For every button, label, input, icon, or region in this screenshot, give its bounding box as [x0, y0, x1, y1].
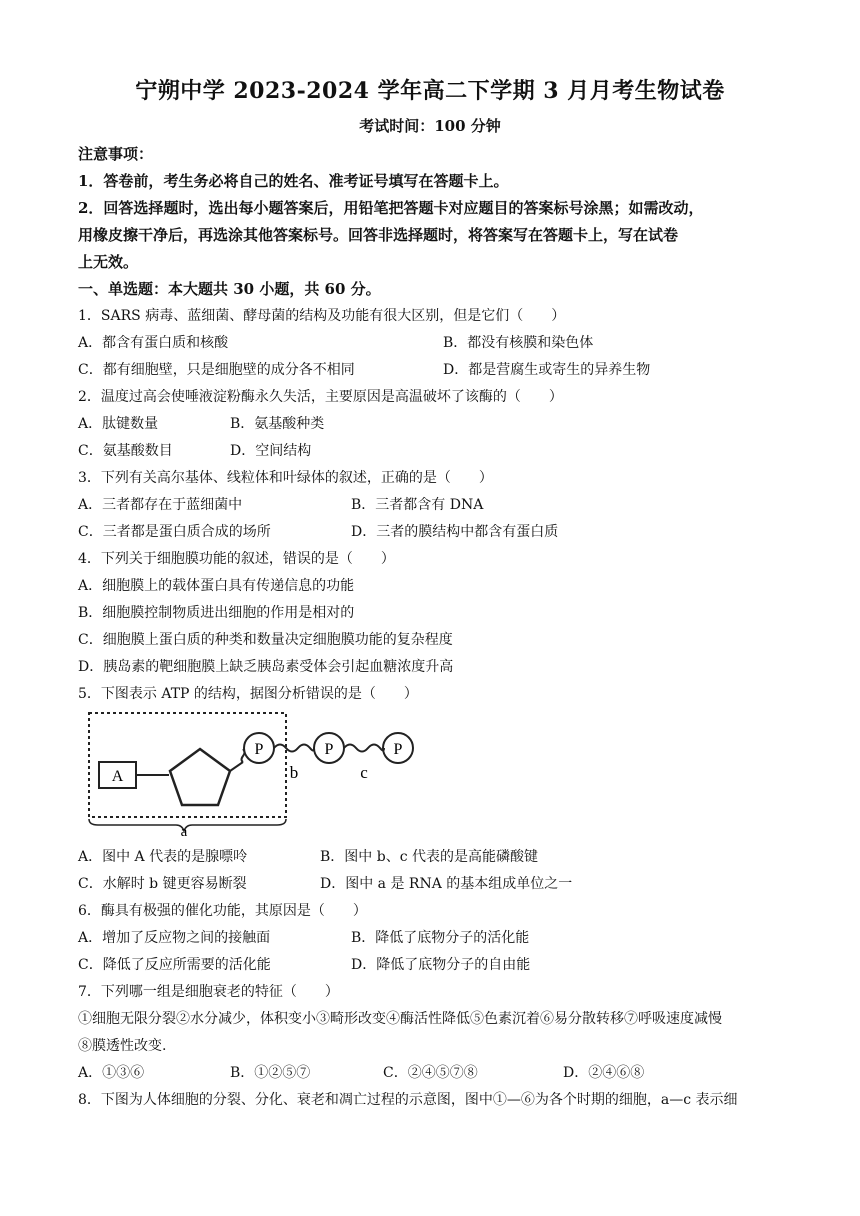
- option-a: A．都含有蛋白质和核酸: [78, 335, 229, 351]
- notes-heading: 注意事项：: [78, 145, 154, 163]
- bond-b-label: b: [289, 763, 299, 782]
- question-stem: 5．下图表示 ATP 的结构，据图分析错误的是（ ）: [78, 686, 418, 702]
- exam-time: 考试时间：100 分钟: [359, 117, 501, 135]
- question-stem: 3．下列有关高尔基体、线粒体和叶绿体的叙述，正确的是（ ）: [78, 470, 493, 486]
- option-d: D．胰岛素的靶细胞膜上缺乏胰岛素受体会引起血糖浓度升高: [78, 659, 454, 675]
- note-item: 上无效。: [78, 253, 139, 271]
- question-stem: 4．下列关于细胞膜功能的叙述，错误的是（ ）: [78, 551, 395, 567]
- high-energy-bond-c: [344, 745, 384, 752]
- phosphate-label: P: [254, 741, 264, 758]
- option-b: B．①②⑤⑦: [230, 1065, 311, 1081]
- option-c: C．降低了反应所需要的活化能: [78, 957, 271, 973]
- option-c: C．②④⑤⑦⑧: [383, 1065, 478, 1081]
- question-stem: 1．SARS 病毒、蓝细菌、酵母菌的结构及功能有很大区别，但是它们（ ）: [78, 308, 566, 324]
- option-b: B．细胞膜控制物质进出细胞的作用是相对的: [78, 605, 355, 621]
- option-b: B．三者都含有 DNA: [351, 497, 484, 513]
- option-d: D．空间结构: [230, 443, 312, 459]
- option-c: C．三者都是蛋白质合成的场所: [78, 524, 271, 540]
- nucleotide-bracket-box: [89, 713, 286, 817]
- option-b: B．降低了底物分子的活化能: [351, 930, 530, 946]
- option-d: D．图中 a 是 RNA 的基本组成单位之一: [320, 876, 573, 892]
- option-d: D．都是营腐生或寄生的异养生物: [443, 362, 651, 378]
- option-d: D．②④⑥⑧: [563, 1065, 645, 1081]
- section-heading: 一、单选题：本大题共 30 小题，共 60 分。: [78, 280, 381, 298]
- bracket-brace: [89, 819, 286, 831]
- question-stem: 7．下列哪一组是细胞衰老的特征（ ）: [78, 984, 339, 1000]
- bracket-label: a: [180, 824, 188, 839]
- note-item: 1．答卷前，考生务必将自己的姓名、准考证号填写在答题卡上。: [78, 172, 509, 190]
- option-b: B．氨基酸种类: [230, 416, 325, 432]
- option-a: A．图中 A 代表的是腺嘌呤: [78, 849, 248, 865]
- question-stem-continued: ⑧膜透性改变.: [78, 1038, 167, 1054]
- option-c: C．氨基酸数目: [78, 443, 173, 459]
- atp-structure-diagram: [78, 704, 438, 839]
- adenine-label: A: [111, 768, 124, 785]
- option-b: B．图中 b、c 代表的是高能磷酸键: [320, 849, 538, 865]
- ribose-pentagon: [170, 749, 230, 805]
- note-item: 用橡皮擦干净后，再选涂其他答案标号。回答非选择题时，将答案写在答题卡上，写在试卷: [78, 226, 679, 244]
- phosphate-label: P: [393, 741, 403, 758]
- option-a: A．细胞膜上的载体蛋白具有传递信息的功能: [78, 578, 355, 594]
- option-c: C．细胞膜上蛋白质的种类和数量决定细胞膜功能的复杂程度: [78, 632, 453, 648]
- high-energy-bond-b: [274, 745, 314, 752]
- option-c: C．都有细胞壁，只是细胞壁的成分各不相同: [78, 362, 355, 378]
- option-c: C．水解时 b 键更容易断裂: [78, 876, 247, 892]
- option-a: A．三者都存在于蓝细菌中: [78, 497, 243, 513]
- option-d: D．三者的膜结构中都含有蛋白质: [351, 524, 559, 540]
- option-a: A．肽键数量: [78, 416, 159, 432]
- phosphate-label: P: [324, 741, 334, 758]
- page-title: 宁朔中学 2023-2024 学年高二下学期 3 月月考生物试卷: [135, 78, 725, 104]
- note-item: 2．回答选择题时，选出每小题答案后，用铅笔把答题卡对应题目的答案标号涂黑；如需改动，: [78, 199, 704, 217]
- question-stem: 8．下图为人体细胞的分裂、分化、衰老和凋亡过程的示意图，图中①—⑥为各个时期的细胞，a—c 表示细: [78, 1092, 738, 1108]
- bond-c-label: c: [360, 763, 368, 782]
- question-stem: 6．酶具有极强的催化功能，其原因是（ ）: [78, 903, 367, 919]
- option-d: D．降低了底物分子的自由能: [351, 957, 531, 973]
- question-stem: 2．温度过高会使唾液淀粉酶永久失活，主要原因是高温破坏了该酶的（ ）: [78, 389, 563, 405]
- option-b: B．都没有核膜和染色体: [443, 335, 594, 351]
- bond-line: [230, 762, 243, 771]
- option-a: A．增加了反应物之间的接触面: [78, 930, 271, 946]
- option-a: A．①③⑥: [78, 1065, 145, 1081]
- question-stem-continued: ①细胞无限分裂②水分减少，体积变小③畸形改变④酶活性降低⑤色素沉着⑥易分散转移⑦呼吸速度减慢: [78, 1011, 722, 1027]
